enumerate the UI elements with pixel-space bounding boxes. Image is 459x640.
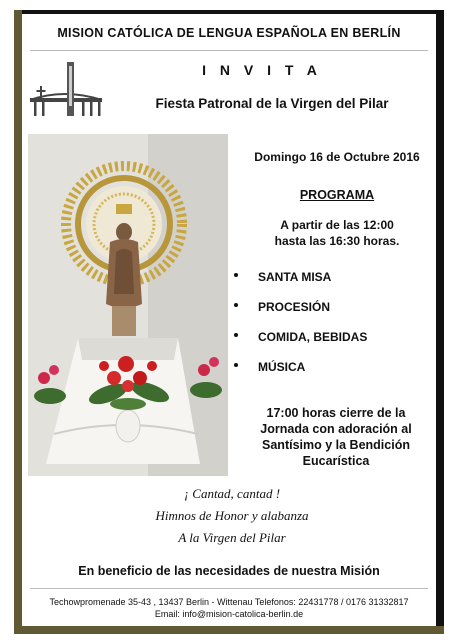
footer-divider	[30, 588, 428, 589]
bullet-icon	[234, 273, 238, 277]
frame-left-border	[14, 10, 22, 634]
closing-line: 17:00 horas cierre de la	[266, 406, 406, 420]
closing-line: Eucarística	[302, 454, 370, 468]
frame-right-border	[436, 10, 444, 634]
bullet-icon	[234, 303, 238, 307]
header-divider	[30, 50, 428, 51]
event-date: Domingo 16 de Octubre 2016	[254, 150, 420, 164]
benefit-text: En beneficio de las necesidades de nuestra Misión	[78, 564, 380, 578]
flyer	[22, 14, 436, 626]
closing-line: Santísimo y la Bendición	[262, 438, 410, 452]
program-item-label: SANTA MISA	[258, 270, 332, 284]
time-from: A partir de las 12:00	[280, 218, 394, 232]
invita-heading: I N V I T A	[202, 62, 322, 78]
event-name: Fiesta Patronal de la Virgen del Pilar	[155, 96, 389, 111]
hymn-line: Himnos de Honor y alabanza	[155, 508, 309, 523]
hymn-line: A la Virgen del Pilar	[178, 530, 286, 545]
bullet-icon	[234, 333, 238, 337]
church-tower-icon	[24, 58, 106, 118]
program-heading: PROGRAMA	[299, 188, 375, 202]
program-item-label: PROCESIÓN	[258, 300, 331, 314]
virgin-pilar-photo	[28, 134, 228, 476]
frame-bottom-border	[14, 626, 444, 634]
bullet-icon	[234, 363, 238, 367]
footer-email: Email: info@mision-catolica-berlin.de	[154, 609, 304, 619]
program-item-label: COMIDA, BEBIDAS	[258, 330, 368, 344]
mission-title: MISION CATÓLICA DE LENGUA ESPAÑOLA EN BERLÍN	[57, 26, 401, 40]
footer-address: Techowpromenade 35-43 , 13437 Berlin - Wittenau Telefonos: 22431778 / 0176 31332817	[49, 597, 409, 607]
hymn-line: ¡ Cantad, cantad !	[183, 486, 281, 501]
time-to: hasta las 16:30 horas.	[274, 234, 400, 248]
closing-line: Jornada con adoración al	[260, 422, 412, 436]
program-item-label: MÚSICA	[258, 360, 306, 374]
